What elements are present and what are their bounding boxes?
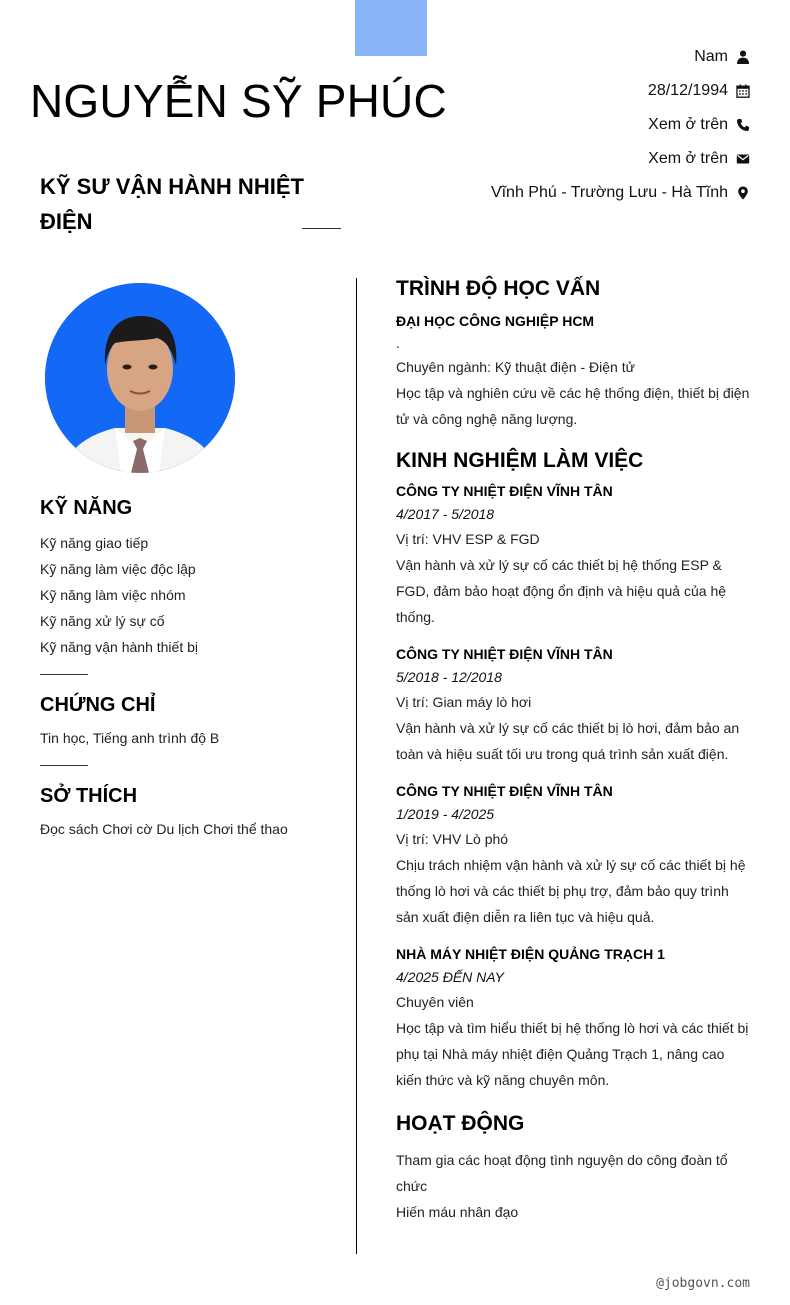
location-pin-icon [736,186,750,200]
email-text: Xem ở trên [648,150,728,167]
education-heading: TRÌNH ĐỘ HỌC VẤN [396,277,601,300]
experience-position: Vị trí: VHV ESP & FGD [396,531,540,547]
experience-position: Vị trí: Gian máy lò hơi [396,694,532,710]
left-column [40,494,340,842]
birthday-text: 28/12/1994 [647,82,728,99]
certificates-text: Tin học, Tiếng anh trình độ B [40,730,220,746]
header-accent-block [355,0,427,56]
title-divider [302,228,341,229]
education-major: Chuyên ngành: Kỹ thuật điện - Điện tử [396,359,635,375]
person-icon [736,50,750,64]
experience-date: 5/2018 - 12/2018 [396,669,502,685]
experience-description: Chịu trách nhiệm vận hành và xử lý sự cố các thiết bị hệ thống lò hơi và các thiết bị phụ trợ, đảm bảo quy trình sản xuất điện diễn ra liên tục và hiệu quả. [396,857,746,925]
experience-item [396,780,752,930]
activity-item: Hiến máu nhân đạo [396,1204,519,1220]
experience-item [396,643,752,767]
phone-text: Xem ở trên [648,116,728,133]
calendar-icon [736,84,750,98]
footer-watermark: @jobgovn.com [656,1276,750,1291]
contact-gender [420,40,750,74]
experience-position: Chuyên viên [396,994,474,1010]
gender-text: Nam [694,48,728,65]
experience-company: NHÀ MÁY NHIỆT ĐIỆN QUẢNG TRẠCH 1 [396,946,665,962]
skill-item: Kỹ năng giao tiếp [40,535,149,551]
profile-photo [45,283,235,473]
skill-item: Kỹ năng làm việc độc lập [40,561,196,577]
column-divider [356,278,357,1254]
contact-info [420,40,750,210]
mail-icon [736,152,750,166]
experience-date: 1/2019 - 4/2025 [396,806,495,822]
contact-phone [420,108,750,142]
contact-email [420,142,750,176]
candidate-name: NGUYỄN SỸ PHÚC [30,75,447,127]
experience-item [396,480,752,630]
education-dot: . [396,335,400,351]
experience-description: Học tập và tìm hiểu thiết bị hệ thống lò hơi và các thiết bị phụ tại Nhà máy nhiệt điện Quảng Trạch 1, nâng cao kiến thức và kỹ năng chuyên môn. [396,1020,749,1088]
education-description: Học tập và nghiên cứu về các hệ thống điện, thiết bị điện tử và công nghệ năng lượng. [396,385,750,427]
experience-description: Vận hành và xử lý sự cố các thiết bị lò hơi, đảm bảo an toàn và hiệu suất tối ưu trong quá trình sản xuất điện. [396,720,740,762]
skill-item: Kỹ năng vận hành thiết bị [40,639,199,655]
activity-item: Tham gia các hoạt động tình nguyện do công đoàn tổ chức [396,1152,728,1194]
experience-company: CÔNG TY NHIỆT ĐIỆN VĨNH TÂN [396,483,613,499]
contact-birthday [420,74,750,108]
skill-item: Kỹ năng xử lý sự cố [40,613,165,629]
experience-date: 4/2025 ĐẾN NAY [396,969,504,985]
skills-heading: KỸ NĂNG [40,497,133,519]
address-text: Vĩnh Phú - Trường Lưu - Hà Tĩnh [490,184,728,201]
job-title: KỸ SƯ VẬN HÀNH NHIỆT ĐIỆN [40,174,304,234]
skill-item: Kỹ năng làm việc nhóm [40,587,186,603]
experience-description: Vận hành và xử lý sự cố các thiết bị hệ thống ESP & FGD, đảm bảo hoạt động ổn định và hiệu quả của hệ thống. [396,557,727,625]
hobbies-text: Đọc sách Chơi cờ Du lịch Chơi thể thao [40,821,288,837]
activities-heading: HOẠT ĐỘNG [396,1112,525,1135]
experience-heading: KINH NGHIỆM LÀM VIỆC [396,449,644,472]
hobbies-heading: SỞ THÍCH [40,785,138,807]
experience-date: 4/2017 - 5/2018 [396,506,495,522]
certificates-heading: CHỨNG CHỈ [40,694,156,716]
experience-company: CÔNG TY NHIỆT ĐIỆN VĨNH TÂN [396,646,613,662]
phone-icon [736,118,750,132]
school-name: ĐẠI HỌC CÔNG NGHIỆP HCM [396,313,595,329]
experience-item [396,943,752,1093]
right-column [396,274,752,1225]
contact-address [420,176,750,210]
experience-company: CÔNG TY NHIỆT ĐIỆN VĨNH TÂN [396,783,613,799]
experience-position: Vị trí: VHV Lò phó [396,831,509,847]
